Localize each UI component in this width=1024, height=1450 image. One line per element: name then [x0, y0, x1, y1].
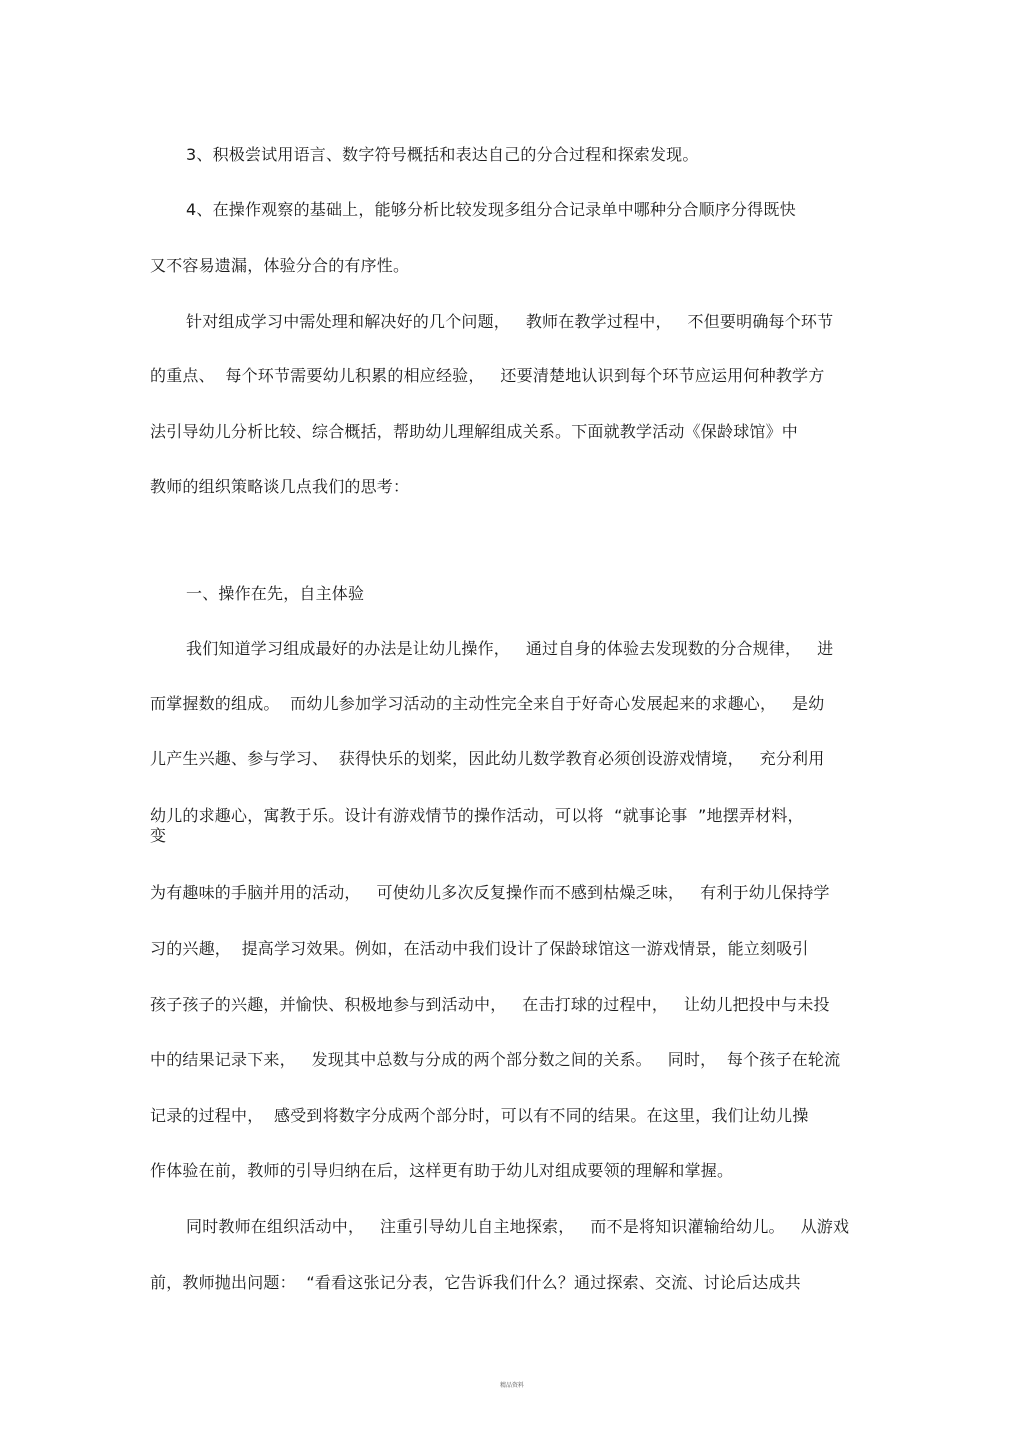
- paragraph-line: 幼儿的求趣心，寓教于乐。设计有游戏情节的操作活动，可以将 “就事论事 ”地摆弄材料，: [150, 806, 804, 825]
- paragraph-line: 孩子孩子的兴趣，并愉快、积极地参与到活动中， 在击打球的过程中， 让幼儿把投中与未投: [150, 995, 830, 1014]
- paragraph-line: 同时教师在组织活动中， 注重引导幼儿自主地探索， 而不是将知识灌输给幼儿。 从游戏: [186, 1217, 850, 1236]
- paragraph-line: 变: [150, 826, 167, 845]
- paragraph-line: 教师的组织策略谈几点我们的思考：: [150, 477, 410, 496]
- paragraph-line: 的重点、 每个环节需要幼儿积累的相应经验， 还要清楚地认识到每个环节应运用何种教学方: [150, 366, 825, 385]
- paragraph-line: 中的结果记录下来， 发现其中总数与分成的两个部分数之间的关系。 同时， 每个孩子在轮流: [150, 1050, 841, 1069]
- paragraph-line: 作体验在前，教师的引导归纳在后，这样更有助于幼儿对组成要领的理解和掌握。: [150, 1161, 734, 1180]
- objective-4-cont: 又不容易遗漏，体验分合的有序性。: [150, 256, 410, 275]
- paragraph-line: 我们知道学习组成最好的办法是让幼儿操作， 通过自身的体验去发现数的分合规律， 进: [186, 639, 834, 658]
- paragraph-line: 前，教师抛出问题： “看看这张记分表，它告诉我们什么？通过探索、交流、讨论后达成共: [150, 1273, 801, 1292]
- paragraph-line: 习的兴趣， 提高学习效果。例如，在活动中我们设计了保龄球馆这一游戏情景，能立刻吸引: [150, 939, 809, 958]
- objective-4: 4、在操作观察的基础上，能够分析比较发现多组分合记录单中哪种分合顺序分得既快: [186, 200, 796, 219]
- page-footer: 精品资料: [499, 1382, 524, 1389]
- paragraph-line: 而掌握数的组成。 而幼儿参加学习活动的主动性完全来自于好奇心发展起来的求趣心， 是幼: [150, 694, 825, 713]
- paragraph-line: 为有趣味的手脑并用的活动， 可使幼儿多次反复操作而不感到枯燥乏味， 有利于幼儿保持学: [150, 883, 830, 902]
- section-heading: 一、操作在先，自主体验: [186, 584, 365, 603]
- paragraph-line: 针对组成学习中需处理和解决好的几个问题， 教师在教学过程中， 不但要明确每个环节: [186, 312, 834, 331]
- paragraph-line: 法引导幼儿分析比较、综合概括，帮助幼儿理解组成关系。下面就教学活动《保龄球馆》中: [150, 422, 799, 441]
- objective-3: 3、积极尝试用语言、数字符号概括和表达自己的分合过程和探索发现。: [186, 145, 699, 164]
- paragraph-line: 儿产生兴趣、参与学习、 获得快乐的划桨，因此幼儿数学教育必须创设游戏情境， 充分利用: [150, 749, 825, 768]
- paragraph-line: 记录的过程中， 感受到将数字分成两个部分时，可以有不同的结果。在这里，我们让幼儿操: [150, 1106, 809, 1125]
